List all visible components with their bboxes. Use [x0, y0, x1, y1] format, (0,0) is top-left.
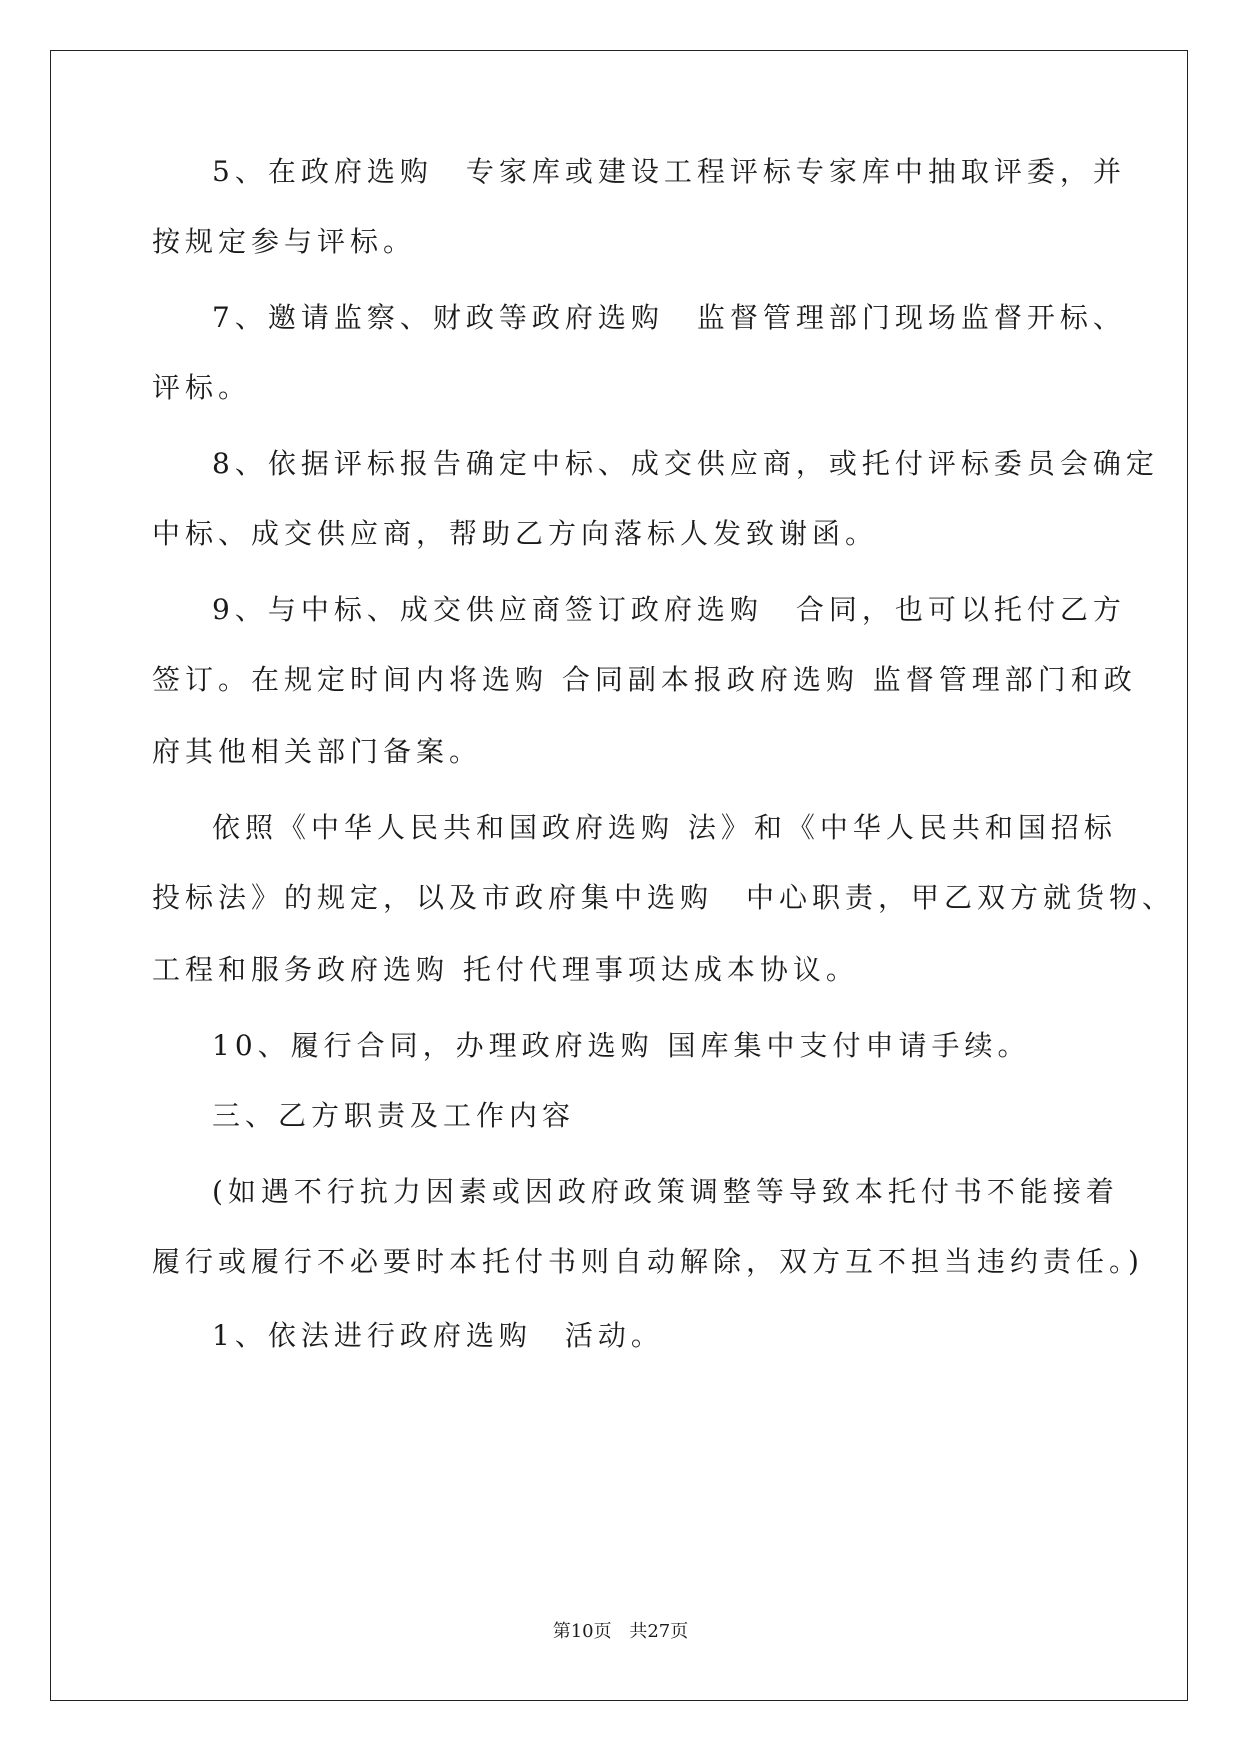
paragraph-note-line-2: 履行或履行不必要时本托付书则自动解除，双方互不担当违约责任。): [152, 1245, 1144, 1278]
paragraph-7-line-1: 7、邀请监察、财政等政府选购 监督管理部门现场监督开标、: [212, 301, 1126, 334]
page-footer: [0, 1620, 1241, 1644]
paragraph-8-line-2: 中标、成交供应商，帮助乙方向落标人发致谢函。: [152, 517, 879, 550]
paragraph-9-line-3: 府其他相关部门备案。: [152, 735, 483, 768]
current-page-number: 第10页: [552, 1621, 612, 1642]
paragraph-note-line-1: (如遇不行抗力因素或因政府政策调整等导致本托付书不能接着: [212, 1175, 1119, 1208]
paragraph-7-line-2: 评标。: [152, 371, 252, 404]
paragraph-5-line-1: 5、在政府选购 专家库或建设工程评标专家库中抽取评委，并: [212, 155, 1126, 188]
paragraph-9-line-2: 签订。在规定时间内将选购 合同副本报政府选购 监督管理部门和政: [152, 663, 1137, 696]
section-heading-3: 三、乙方职责及工作内容: [212, 1099, 576, 1132]
page-border: [50, 50, 1188, 1701]
paragraph-8-line-1: 8、依据评标报告确定中标、成交供应商，或托付评标委员会确定: [212, 447, 1159, 480]
paragraph-9-line-1: 9、与中标、成交供应商签订政府选购 合同，也可以托付乙方: [212, 593, 1126, 626]
paragraph-law-line-1: 依照《中华人民共和国政府选购 法》和《中华人民共和国招标: [212, 811, 1117, 844]
paragraph-5-line-2: 按规定参与评标。: [152, 225, 417, 258]
paragraph-law-line-3: 工程和服务政府选购 托付代理事项达成本协议。: [152, 953, 859, 986]
paragraph-10-line-1: 10、履行合同，办理政府选购 国库集中支付申请手续。: [212, 1029, 1031, 1062]
total-page-count: 共27页: [629, 1621, 689, 1642]
paragraph-law-line-2: 投标法》的规定，以及市政府集中选购 中心职责，甲乙双方就货物、: [152, 881, 1176, 914]
paragraph-1-line-1: 1、依法进行政府选购 活动。: [212, 1319, 664, 1352]
